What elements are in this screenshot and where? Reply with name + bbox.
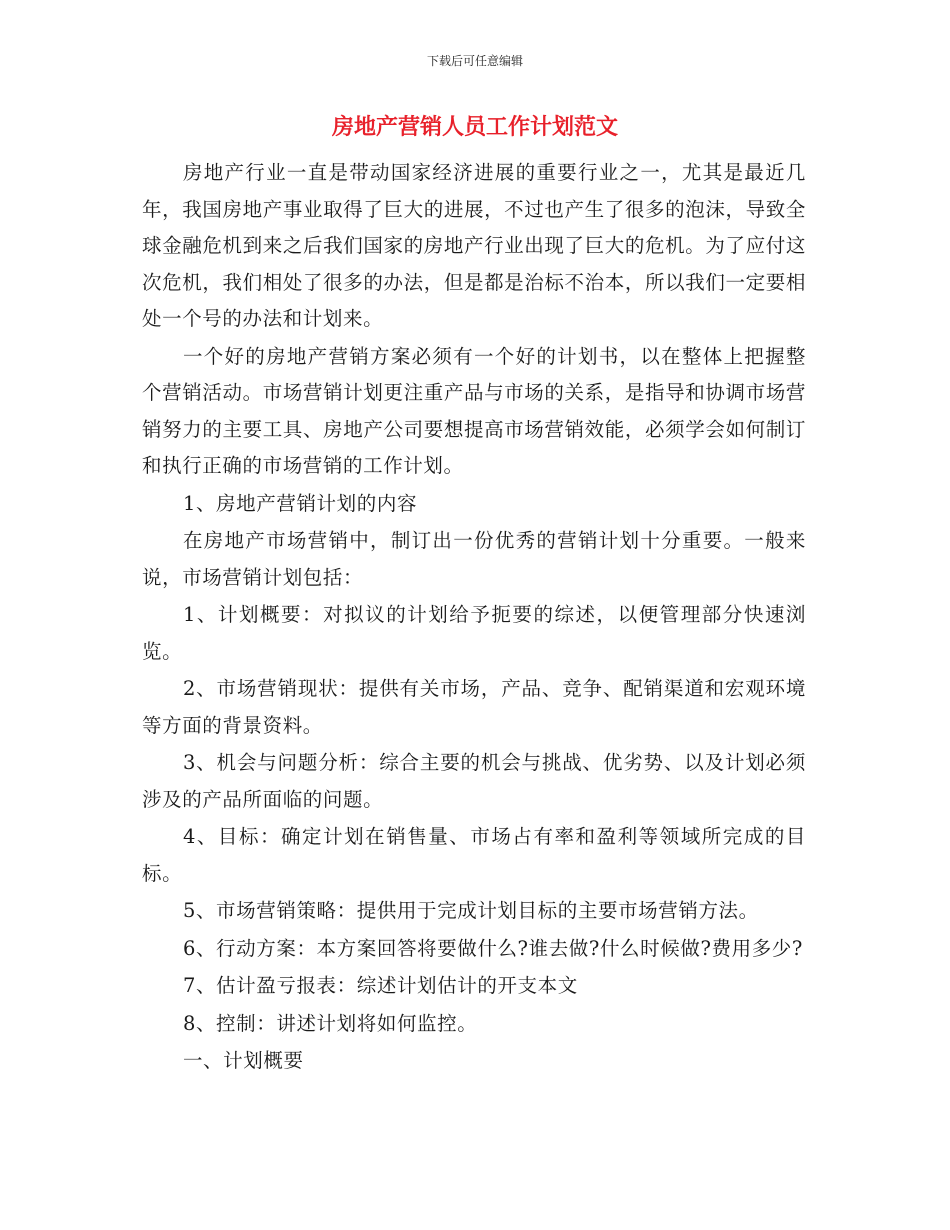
list-item-action-plan: 6、行动方案：本方案回答将要做什么?谁去做?什么时候做?费用多少? bbox=[182, 936, 803, 960]
section-heading-plan-summary: 一、计划概要 bbox=[182, 1049, 304, 1072]
list-item-opportunity-analysis: 3、机会与问题分析：综合主要的机会与挑战、优劣势、以及计划必须涉及的产品所面临的问题。 bbox=[142, 751, 806, 811]
list-item-marketing-strategy: 5、市场营销策略：提供用于完成计划目标的主要市场营销方法。 bbox=[182, 899, 759, 922]
list-item-market-status: 2、市场营销现状：提供有关市场，产品、竞争、配销渠道和宏观环境等方面的背景资料。 bbox=[142, 677, 806, 737]
document-title: 房地产营销人员工作计划范文 bbox=[331, 115, 618, 140]
header-note: 下载后可任意编辑 bbox=[426, 54, 523, 68]
list-item-goals: 4、目标：确定计划在销售量、市场占有率和盈利等领域所完成的目标。 bbox=[142, 825, 806, 885]
paragraph-intro: 房地产行业一直是带动国家经济进展的重要行业之一，尤其是最近几年，我国房地产事业取得了巨大的进展，不过也产生了很多的泡沫，导致全球金融危机到来之后我们国家的房地产行业出现了巨大的危机。为了应付这次危机，我们相处了很多的办法，但是都是治标不治本，所以我们一定要相处一个号的办法和计划来。 bbox=[142, 161, 806, 330]
paragraph-plan-includes: 在房地产市场营销中，制订出一份优秀的营销计划十分重要。一般来说，市场营销计划包括： bbox=[142, 529, 806, 589]
list-item-control: 8、控制：讲述计划将如何监控。 bbox=[182, 1011, 478, 1035]
list-item-profit-loss: 7、估计盈亏报表：综述计划估计的开支本文 bbox=[182, 974, 578, 997]
document-body bbox=[142, 155, 806, 1081]
section-heading-plan-content: 1、房地产营销计划的内容 bbox=[182, 491, 418, 515]
paragraph-plan-importance: 一个好的房地产营销方案必须有一个好的计划书，以在整体上把握整个营销活动。市场营销计划更注重产品与市场的关系，是指导和协调市场营销努力的主要工具、房地产公司要想提高市场营销效能，必须学会如何制订和执行正确的市场营销的工作计划。 bbox=[142, 344, 806, 477]
list-item-plan-summary: 1、计划概要：对拟议的计划给予扼要的综述，以便管理部分快速浏览。 bbox=[142, 603, 806, 663]
